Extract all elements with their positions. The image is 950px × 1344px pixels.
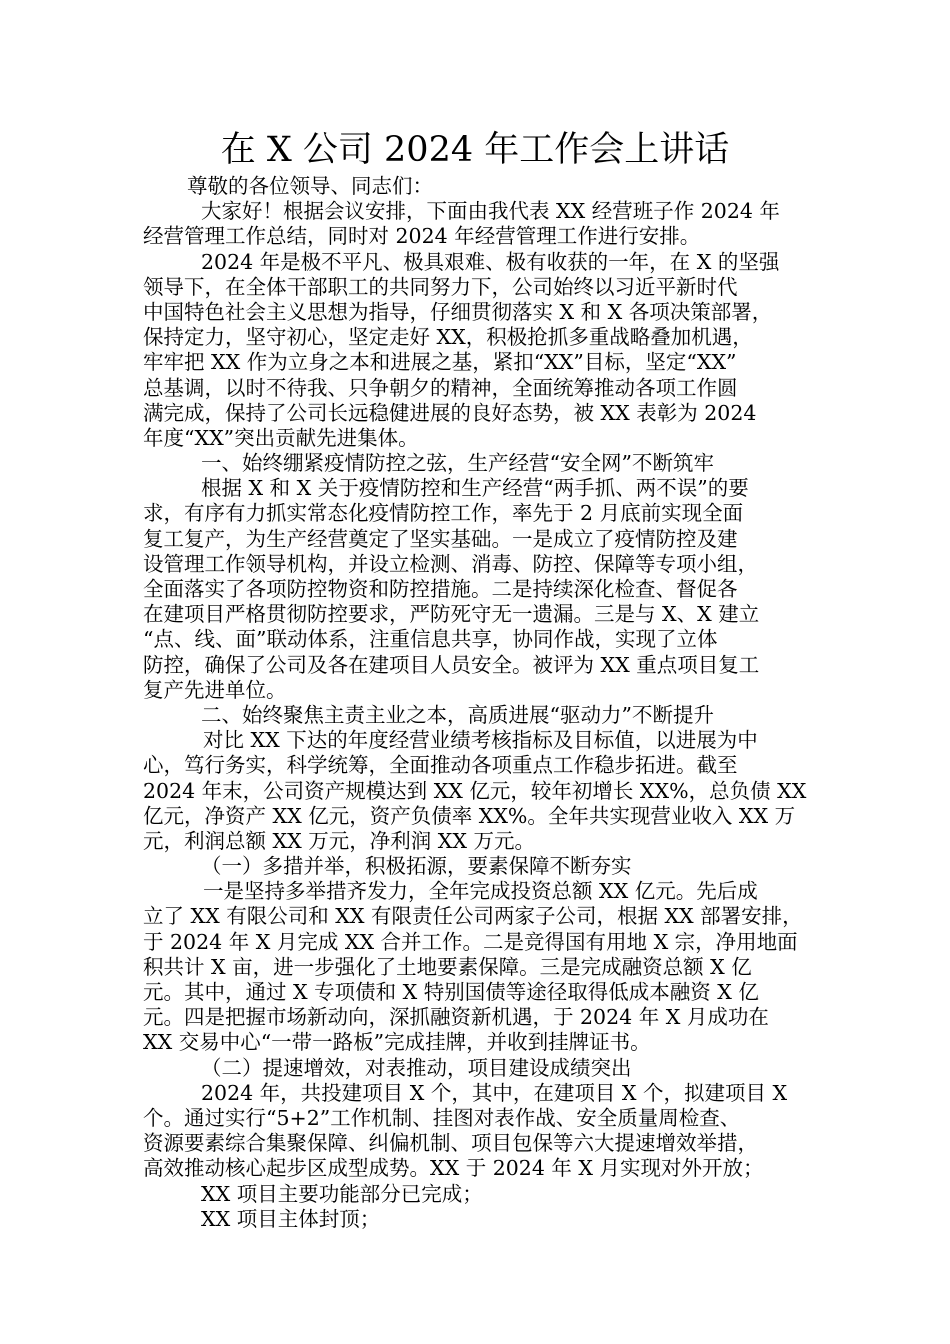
text-line: 积共计 X 亩，进一步强化了土地要素保障。三是完成融资总额 X 亿 bbox=[143, 954, 752, 979]
text-line: 亿元，净资产 XX 亿元，资产负债率 XX%。全年共实现营业收入 XX 万 bbox=[143, 803, 796, 828]
text-line: 于 2024 年 X 月完成 XX 合并工作。二是竞得国有用地 X 宗，净用地面 bbox=[143, 929, 798, 954]
text-line: 保持定力，坚守初心，坚定走好 XX，积极抢抓多重战略叠加机遇， bbox=[143, 325, 753, 350]
text-line: “点、线、面”联动体系，注重信息共享，协同作战，实现了立体 bbox=[143, 627, 718, 652]
document-title: 在 X 公司 2024 年工作会上讲话 bbox=[220, 130, 730, 170]
text-line: 中国特色社会主义思想为指导，仔细贯彻落实 X 和 X 各项决策部署， bbox=[143, 299, 773, 324]
document-body bbox=[143, 174, 807, 1232]
text-line: 2024 年末，公司资产规模达到 XX 亿元，较年初增长 XX%，总负债 XX bbox=[143, 778, 807, 803]
text-line: 满完成，保持了公司长远稳健进展的良好态势，被 XX 表彰为 2024 bbox=[143, 400, 757, 425]
text-line: （一）多措并举，积极拓源，要素保障不断夯实 bbox=[201, 854, 632, 879]
text-line: 一、始终绷紧疫情防控之弦，生产经营“安全网”不断筑牢 bbox=[201, 451, 714, 476]
text-line: 复产先进单位。 bbox=[143, 677, 287, 702]
text-line: 全面落实了各项防控物资和防控措施。二是持续深化检查、督促各 bbox=[143, 577, 738, 601]
text-line: 立了 XX 有限公司和 XX 有限责任公司两家子公司，根据 XX 部署安排， bbox=[143, 904, 803, 929]
text-line: XX 项目主要功能部分已完成； bbox=[201, 1181, 483, 1206]
text-line: 求，有序有力抓实常态化疫情防控工作，率先于 2 月底前实现全面 bbox=[143, 501, 744, 526]
text-line: 牢牢把 XX 作为立身之本和进展之基，紧扣“XX”目标，坚定“XX” bbox=[143, 350, 737, 375]
text-line: 年度“XX”突出贡献先进集体。 bbox=[143, 425, 419, 450]
text-line: 元。其中，通过 X 专项债和 X 特别国债等途径取得低成本融资 X 亿 bbox=[143, 980, 759, 1004]
text-line: 高效推动核心起步区成型成势。XX 于 2024 年 X 月实现对外开放； bbox=[143, 1156, 764, 1181]
text-line: 总基调，以时不待我、只争朝夕的精神，全面统筹推动各项工作圆 bbox=[143, 375, 738, 400]
text-line: 个。通过实行“5+2”工作机制、挂图对表作战、安全质量周检查、 bbox=[143, 1105, 741, 1130]
text-line: 资源要素综合集聚保障、纠偏机制、项目包保等六大提速增效举措， bbox=[143, 1131, 758, 1156]
text-line: 根据 X 和 X 关于疫情防控和生产经营“两手抓、两不误”的要 bbox=[201, 476, 749, 501]
text-line: 二、始终聚焦主责主业之本，高质进展“驱动力”不断提升 bbox=[201, 702, 714, 727]
text-line: XX 项目主体封顶； bbox=[201, 1206, 381, 1231]
text-line: 经营管理工作总结，同时对 2024 年经营管理工作进行安排。 bbox=[143, 224, 701, 249]
text-line: 心，笃行务实，科学统筹，全面推动各项重点工作稳步拓进。截至 bbox=[143, 753, 738, 778]
text-line: 2024 年是极不平凡、极具艰难、极有收获的一年，在 X 的坚强 bbox=[201, 249, 780, 274]
text-line: 复工复产，为生产经营奠定了坚实基础。一是成立了疫情防控及建 bbox=[143, 526, 738, 551]
text-line: （二）提速增效，对表推动，项目建设成绩突出 bbox=[201, 1055, 632, 1080]
text-line: 2024 年，共投建项目 X 个，其中，在建项目 X 个，拟建项目 X bbox=[201, 1080, 788, 1105]
text-line: 防控，确保了公司及各在建项目人员安全。被评为 XX 重点项目复工 bbox=[143, 652, 760, 677]
text-line: 元，利润总额 XX 万元，净利润 XX 万元。 bbox=[143, 828, 535, 853]
text-line: 设管理工作领导机构，并设立检测、消毒、防控、保障等专项小组， bbox=[143, 551, 758, 576]
text-line: 尊敬的各位领导、同志们： bbox=[187, 174, 433, 198]
text-line: 一是坚持多举措齐发力，全年完成投资总额 XX 亿元。先后成 bbox=[203, 879, 758, 904]
text-line: 领导下，在全体干部职工的共同努力下，公司始终以习近平新时代 bbox=[143, 274, 738, 299]
text-line: 对比 XX 下达的年度经营业绩考核指标及目标值，以进展为中 bbox=[203, 728, 758, 753]
text-line: 元。四是把握市场新动向，深抓融资新机遇，于 2024 年 X 月成功在 bbox=[143, 1005, 769, 1030]
text-line: 在建项目严格贯彻防控要求，严防死守无一遗漏。三是与 X、X 建立 bbox=[143, 602, 760, 627]
text-line: XX 交易中心“一带一路板”完成挂牌，并收到挂牌证书。 bbox=[143, 1030, 651, 1055]
text-line: 大家好！根据会议安排，下面由我代表 XX 经营班子作 2024 年 bbox=[201, 199, 780, 224]
